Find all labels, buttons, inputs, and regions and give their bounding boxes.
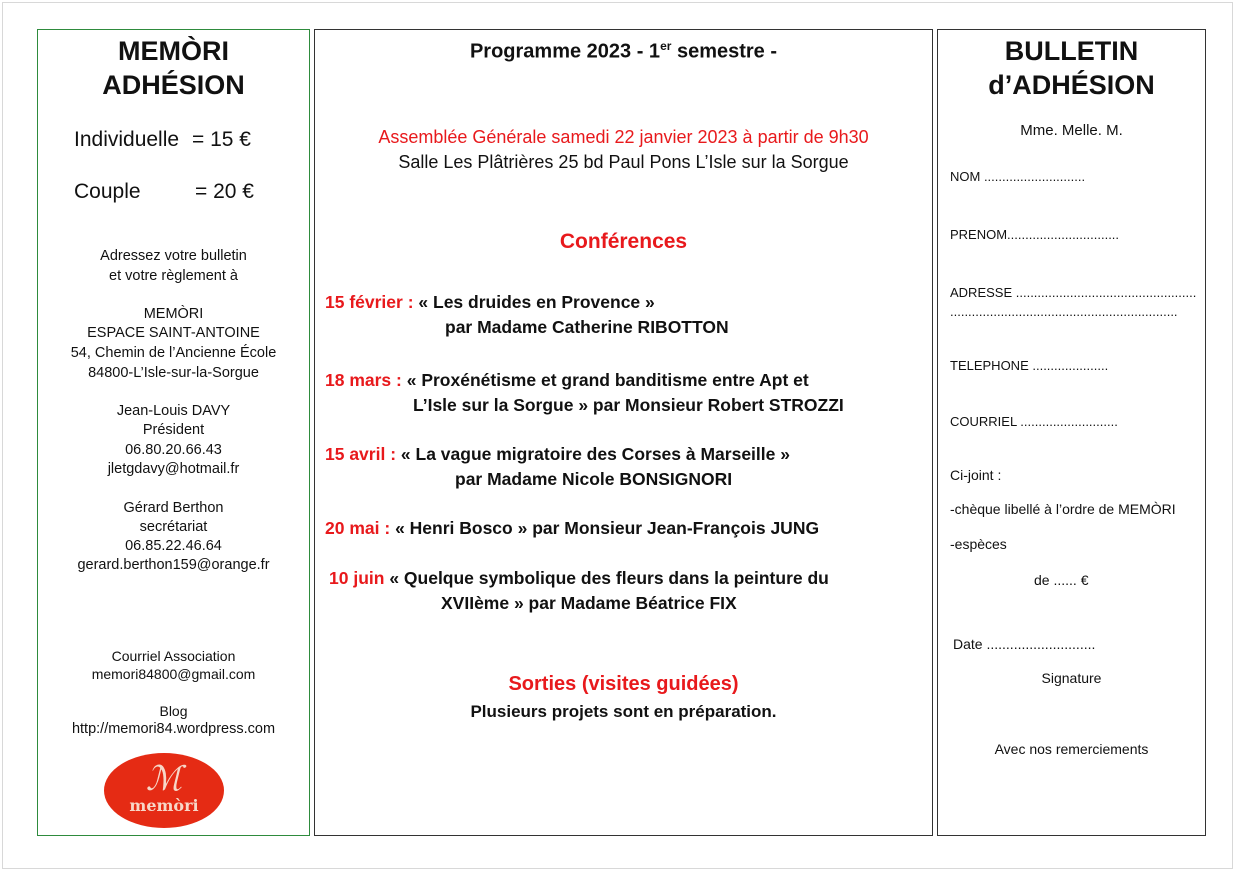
- courriel-field[interactable]: COURRIEL ...........................: [950, 414, 1118, 429]
- memori-logo: [104, 753, 224, 828]
- adresse-field[interactable]: ADRESSE ..................................................: [950, 285, 1197, 300]
- nom-field[interactable]: NOM ............................: [950, 169, 1086, 184]
- membership-title-line2: ADHÉSION: [102, 70, 245, 100]
- secretary-email: gerard.berthon159@orange.fr: [77, 557, 270, 573]
- secretary-name: Gérard Berthon: [123, 500, 224, 516]
- date-field[interactable]: Date ............................: [953, 636, 1096, 652]
- president-phone: 06.80.20.66.43: [125, 442, 222, 458]
- send-instructions-line1: Adressez votre bulletin: [100, 248, 247, 264]
- assembly-announcement: Assemblée Générale samedi 22 janvier 2023 à partir de 9h30: [378, 127, 869, 147]
- fee-couple-label: Couple: [74, 180, 141, 203]
- conference-item: 15 avril : « La vague migratoire des Corses à Marseille »: [325, 444, 790, 464]
- salutation-options[interactable]: Mme. Melle. M.: [1020, 122, 1123, 139]
- prenom-field[interactable]: PRENOM...............................: [950, 227, 1120, 242]
- cijoint-label: Ci-joint :: [950, 467, 1002, 483]
- logo-monogram-icon: ℳ: [145, 759, 183, 799]
- conference-item: 20 mai : « Henri Bosco » par Monsieur Jean-François JUNG: [325, 518, 820, 538]
- amount-field[interactable]: de ...... €: [1034, 572, 1089, 588]
- address-line: 84800-L’Isle-sur-la-Sorgue: [88, 365, 259, 381]
- outings-text: Plusieurs projets sont en préparation.: [470, 702, 777, 721]
- membership-panel: [37, 29, 310, 836]
- secretary-role: secrétariat: [139, 519, 208, 535]
- especes-option: -espèces: [950, 536, 1007, 552]
- blog-url: http://memori84.wordpress.com: [71, 721, 276, 737]
- president-email: jletgdavy@hotmail.fr: [107, 461, 240, 477]
- program-panel: [314, 29, 933, 836]
- program-title: Programme 2023 - 1er semestre -: [469, 39, 778, 63]
- association-email: memori84800@gmail.com: [91, 666, 256, 682]
- association-email-label: Courriel Association: [111, 648, 236, 664]
- conference-speaker: L’Isle sur la Sorgue » par Monsieur Robert STROZZI: [413, 395, 844, 415]
- conference-speaker: par Madame Catherine RIBOTTON: [445, 317, 729, 337]
- send-instructions-line2: et votre règlement à: [109, 268, 238, 284]
- fee-individual-value: = 15 €: [192, 128, 251, 151]
- president-name: Jean-Louis DAVY: [116, 403, 231, 419]
- membership-form-panel: [937, 29, 1206, 836]
- signature-label: Signature: [1041, 670, 1102, 686]
- adresse-field-line2[interactable]: ...............................................................: [950, 304, 1178, 319]
- form-title-line1: BULLETIN: [1004, 36, 1139, 66]
- address-line: 54, Chemin de l’Ancienne École: [70, 345, 277, 361]
- fee-couple-value: = 20 €: [195, 180, 254, 203]
- address-line: MEMÒRI: [143, 306, 204, 322]
- fee-individual-label: Individuelle: [74, 128, 180, 151]
- conference-speaker: XVIIème » par Madame Béatrice FIX: [441, 593, 737, 613]
- telephone-field[interactable]: TELEPHONE .....................: [950, 358, 1109, 373]
- logo-text: memòri: [129, 796, 199, 815]
- conference-item: 18 mars : « Proxénétisme et grand banditisme entre Apt et: [325, 370, 809, 390]
- cheque-option: -chèque libellé à l’ordre de MEMÒRI: [950, 501, 1176, 517]
- outings-heading: Sorties (visites guidées): [508, 673, 739, 695]
- form-title-line2: d’ADHÉSION: [988, 70, 1155, 100]
- conference-item: 15 février : « Les druides en Provence »: [325, 292, 655, 312]
- thanks-text: Avec nos remerciements: [994, 741, 1149, 757]
- conference-item: 10 juin « Quelque symbolique des fleurs dans la peinture du: [329, 568, 829, 588]
- assembly-location: Salle Les Plâtrières 25 bd Paul Pons L’Isle sur la Sorgue: [398, 152, 849, 172]
- president-role: Président: [142, 422, 205, 438]
- conference-speaker: par Madame Nicole BONSIGNORI: [455, 469, 733, 489]
- membership-title-line1: MEMÒRI: [118, 36, 229, 66]
- address-line: ESPACE SAINT-ANTOINE: [87, 325, 260, 341]
- secretary-phone: 06.85.22.46.64: [125, 538, 222, 554]
- blog-label: Blog: [159, 703, 188, 719]
- conferences-heading: Conférences: [559, 230, 688, 253]
